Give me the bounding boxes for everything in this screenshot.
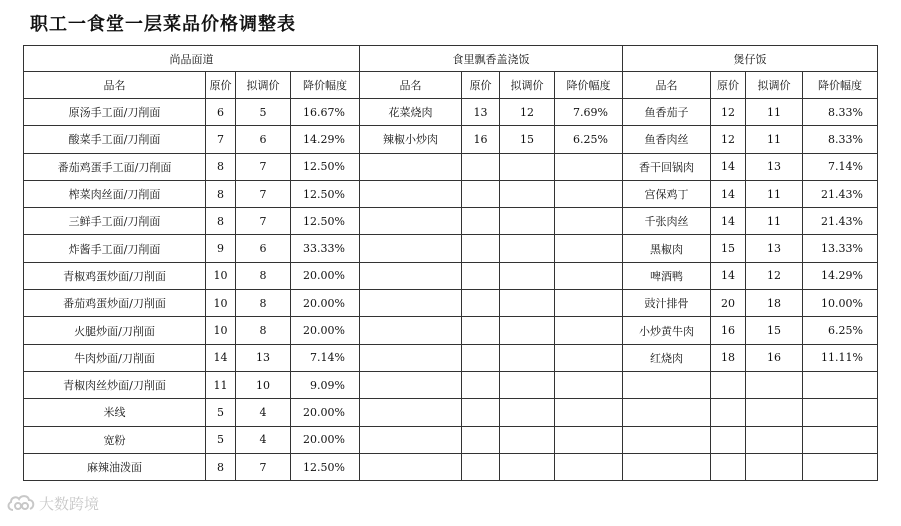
original-price-cell: 16	[462, 126, 500, 153]
item-name-cell: 米线	[24, 399, 206, 426]
new-price-cell: 11	[746, 180, 803, 207]
discount-rate-cell: 6.25%	[803, 317, 878, 344]
new-price-cell	[500, 235, 555, 262]
table-row	[24, 208, 878, 235]
original-price-cell: 16	[711, 317, 746, 344]
discount-rate-cell	[555, 453, 623, 480]
table-row	[24, 426, 878, 453]
original-price-cell: 12	[711, 126, 746, 153]
new-price-cell	[500, 399, 555, 426]
original-price-cell	[462, 262, 500, 289]
item-name-cell	[360, 399, 462, 426]
table-row	[24, 153, 878, 180]
column-header: 拟调价	[746, 72, 803, 99]
cloud-logo-icon	[6, 492, 36, 514]
original-price-cell: 8	[206, 153, 236, 180]
table-row	[24, 99, 878, 126]
item-name-cell: 火腿炒面/刀削面	[24, 317, 206, 344]
discount-rate-cell	[555, 426, 623, 453]
original-price-cell: 14	[711, 153, 746, 180]
column-header: 降价幅度	[291, 72, 360, 99]
discount-rate-cell: 7.14%	[803, 153, 878, 180]
original-price-cell	[711, 399, 746, 426]
discount-rate-cell: 7.14%	[291, 344, 360, 371]
column-header: 降价幅度	[555, 72, 623, 99]
original-price-cell: 10	[206, 317, 236, 344]
item-name-cell: 麻辣油泼面	[24, 453, 206, 480]
new-price-cell: 8	[236, 317, 291, 344]
discount-rate-cell	[555, 153, 623, 180]
item-name-cell: 番茄鸡蛋手工面/刀削面	[24, 153, 206, 180]
item-name-cell: 牛肉炒面/刀削面	[24, 344, 206, 371]
item-name-cell	[623, 453, 711, 480]
table-row	[24, 344, 878, 371]
discount-rate-cell: 21.43%	[803, 208, 878, 235]
item-name-cell	[360, 180, 462, 207]
item-name-cell: 黑椒肉	[623, 235, 711, 262]
item-name-cell: 三鲜手工面/刀削面	[24, 208, 206, 235]
item-name-cell	[360, 453, 462, 480]
item-name-cell: 红烧肉	[623, 344, 711, 371]
new-price-cell	[500, 208, 555, 235]
discount-rate-cell: 20.00%	[291, 399, 360, 426]
new-price-cell	[500, 290, 555, 317]
new-price-cell: 11	[746, 99, 803, 126]
table-row	[24, 180, 878, 207]
new-price-cell	[500, 153, 555, 180]
group-header-2: 食里飘香盖浇饭	[360, 46, 623, 72]
price-table	[23, 45, 878, 481]
discount-rate-cell: 6.25%	[555, 126, 623, 153]
item-name-cell: 花菜烧肉	[360, 99, 462, 126]
item-name-cell: 青椒鸡蛋炒面/刀削面	[24, 262, 206, 289]
new-price-cell: 13	[746, 153, 803, 180]
column-header: 原价	[711, 72, 746, 99]
original-price-cell: 8	[206, 208, 236, 235]
table-row	[24, 453, 878, 480]
item-name-cell: 榨菜肉丝面/刀削面	[24, 180, 206, 207]
table-row	[24, 262, 878, 289]
original-price-cell: 18	[711, 344, 746, 371]
discount-rate-cell: 9.09%	[291, 371, 360, 398]
original-price-cell	[711, 371, 746, 398]
discount-rate-cell	[803, 426, 878, 453]
original-price-cell: 10	[206, 290, 236, 317]
original-price-cell: 14	[206, 344, 236, 371]
original-price-cell	[462, 426, 500, 453]
watermark-text: 大数跨境	[39, 494, 100, 513]
discount-rate-cell: 20.00%	[291, 317, 360, 344]
original-price-cell: 5	[206, 426, 236, 453]
column-header-row	[24, 72, 878, 99]
table-row	[24, 235, 878, 262]
original-price-cell: 14	[711, 262, 746, 289]
item-name-cell	[360, 235, 462, 262]
item-name-cell	[360, 208, 462, 235]
item-name-cell: 啤酒鸭	[623, 262, 711, 289]
original-price-cell	[462, 153, 500, 180]
table-row	[24, 317, 878, 344]
original-price-cell: 7	[206, 126, 236, 153]
table-row	[24, 371, 878, 398]
discount-rate-cell	[555, 262, 623, 289]
item-name-cell: 千张肉丝	[623, 208, 711, 235]
discount-rate-cell	[803, 371, 878, 398]
new-price-cell: 8	[236, 290, 291, 317]
item-name-cell	[360, 371, 462, 398]
discount-rate-cell: 12.50%	[291, 208, 360, 235]
discount-rate-cell	[555, 180, 623, 207]
column-header: 降价幅度	[803, 72, 878, 99]
item-name-cell	[360, 290, 462, 317]
new-price-cell: 12	[746, 262, 803, 289]
discount-rate-cell: 10.00%	[803, 290, 878, 317]
new-price-cell	[500, 371, 555, 398]
original-price-cell	[711, 453, 746, 480]
new-price-cell	[500, 426, 555, 453]
column-header: 原价	[462, 72, 500, 99]
new-price-cell: 13	[236, 344, 291, 371]
item-name-cell: 鱼香茄子	[623, 99, 711, 126]
group-header-1: 尚品面道	[24, 46, 360, 72]
original-price-cell	[462, 317, 500, 344]
new-price-cell	[500, 344, 555, 371]
original-price-cell: 11	[206, 371, 236, 398]
original-price-cell: 12	[711, 99, 746, 126]
item-name-cell: 小炒黄牛肉	[623, 317, 711, 344]
item-name-cell: 豉汁排骨	[623, 290, 711, 317]
new-price-cell: 6	[236, 126, 291, 153]
item-name-cell	[360, 426, 462, 453]
item-name-cell	[360, 153, 462, 180]
item-name-cell: 青椒肉丝炒面/刀削面	[24, 371, 206, 398]
new-price-cell	[746, 371, 803, 398]
new-price-cell: 12	[500, 99, 555, 126]
column-header: 原价	[206, 72, 236, 99]
new-price-cell: 6	[236, 235, 291, 262]
original-price-cell	[462, 371, 500, 398]
column-header: 品名	[24, 72, 206, 99]
discount-rate-cell: 8.33%	[803, 99, 878, 126]
original-price-cell	[462, 290, 500, 317]
discount-rate-cell	[555, 344, 623, 371]
new-price-cell: 10	[236, 371, 291, 398]
discount-rate-cell: 33.33%	[291, 235, 360, 262]
original-price-cell	[711, 426, 746, 453]
original-price-cell: 15	[711, 235, 746, 262]
item-name-cell: 鱼香肉丝	[623, 126, 711, 153]
discount-rate-cell	[803, 399, 878, 426]
discount-rate-cell: 21.43%	[803, 180, 878, 207]
new-price-cell: 7	[236, 180, 291, 207]
new-price-cell: 4	[236, 399, 291, 426]
group-header-row	[24, 46, 878, 72]
discount-rate-cell	[555, 317, 623, 344]
item-name-cell: 番茄鸡蛋炒面/刀削面	[24, 290, 206, 317]
discount-rate-cell	[555, 290, 623, 317]
original-price-cell	[462, 235, 500, 262]
page-title: 职工一食堂一层菜品价格调整表	[30, 14, 296, 35]
item-name-cell: 原汤手工面/刀削面	[24, 99, 206, 126]
discount-rate-cell: 20.00%	[291, 262, 360, 289]
original-price-cell: 13	[462, 99, 500, 126]
discount-rate-cell: 16.67%	[291, 99, 360, 126]
discount-rate-cell: 12.50%	[291, 453, 360, 480]
new-price-cell: 5	[236, 99, 291, 126]
table-row	[24, 126, 878, 153]
new-price-cell	[746, 426, 803, 453]
discount-rate-cell	[555, 399, 623, 426]
discount-rate-cell: 12.50%	[291, 153, 360, 180]
new-price-cell: 8	[236, 262, 291, 289]
item-name-cell	[623, 371, 711, 398]
original-price-cell: 5	[206, 399, 236, 426]
new-price-cell: 15	[500, 126, 555, 153]
new-price-cell: 13	[746, 235, 803, 262]
new-price-cell	[500, 262, 555, 289]
original-price-cell	[462, 453, 500, 480]
original-price-cell: 9	[206, 235, 236, 262]
original-price-cell: 6	[206, 99, 236, 126]
new-price-cell: 11	[746, 208, 803, 235]
watermark	[6, 492, 99, 514]
column-header: 拟调价	[236, 72, 291, 99]
discount-rate-cell: 14.29%	[803, 262, 878, 289]
new-price-cell: 11	[746, 126, 803, 153]
discount-rate-cell: 20.00%	[291, 426, 360, 453]
column-header: 品名	[623, 72, 711, 99]
new-price-cell: 7	[236, 208, 291, 235]
new-price-cell	[500, 317, 555, 344]
discount-rate-cell	[555, 235, 623, 262]
original-price-cell: 14	[711, 180, 746, 207]
discount-rate-cell: 12.50%	[291, 180, 360, 207]
discount-rate-cell	[555, 208, 623, 235]
item-name-cell	[360, 262, 462, 289]
new-price-cell	[746, 399, 803, 426]
new-price-cell	[746, 453, 803, 480]
original-price-cell	[462, 399, 500, 426]
original-price-cell: 10	[206, 262, 236, 289]
item-name-cell: 炸酱手工面/刀削面	[24, 235, 206, 262]
discount-rate-cell: 20.00%	[291, 290, 360, 317]
original-price-cell	[462, 208, 500, 235]
item-name-cell: 宽粉	[24, 426, 206, 453]
item-name-cell: 辣椒小炒肉	[360, 126, 462, 153]
new-price-cell	[500, 453, 555, 480]
table-body	[24, 46, 878, 481]
new-price-cell: 7	[236, 453, 291, 480]
group-header-3: 煲仔饭	[623, 46, 878, 72]
original-price-cell: 14	[711, 208, 746, 235]
discount-rate-cell: 8.33%	[803, 126, 878, 153]
original-price-cell: 8	[206, 180, 236, 207]
table-row	[24, 399, 878, 426]
discount-rate-cell: 13.33%	[803, 235, 878, 262]
new-price-cell: 16	[746, 344, 803, 371]
original-price-cell	[462, 180, 500, 207]
item-name-cell: 宫保鸡丁	[623, 180, 711, 207]
item-name-cell: 酸菜手工面/刀削面	[24, 126, 206, 153]
item-name-cell	[623, 399, 711, 426]
new-price-cell	[500, 180, 555, 207]
column-header: 拟调价	[500, 72, 555, 99]
new-price-cell: 18	[746, 290, 803, 317]
new-price-cell: 15	[746, 317, 803, 344]
discount-rate-cell	[555, 371, 623, 398]
discount-rate-cell: 14.29%	[291, 126, 360, 153]
item-name-cell	[360, 317, 462, 344]
discount-rate-cell	[803, 453, 878, 480]
original-price-cell: 8	[206, 453, 236, 480]
new-price-cell: 4	[236, 426, 291, 453]
item-name-cell	[623, 426, 711, 453]
discount-rate-cell: 11.11%	[803, 344, 878, 371]
column-header: 品名	[360, 72, 462, 99]
original-price-cell: 20	[711, 290, 746, 317]
original-price-cell	[462, 344, 500, 371]
discount-rate-cell: 7.69%	[555, 99, 623, 126]
item-name-cell	[360, 344, 462, 371]
new-price-cell: 7	[236, 153, 291, 180]
table-row	[24, 290, 878, 317]
item-name-cell: 香干回锅肉	[623, 153, 711, 180]
